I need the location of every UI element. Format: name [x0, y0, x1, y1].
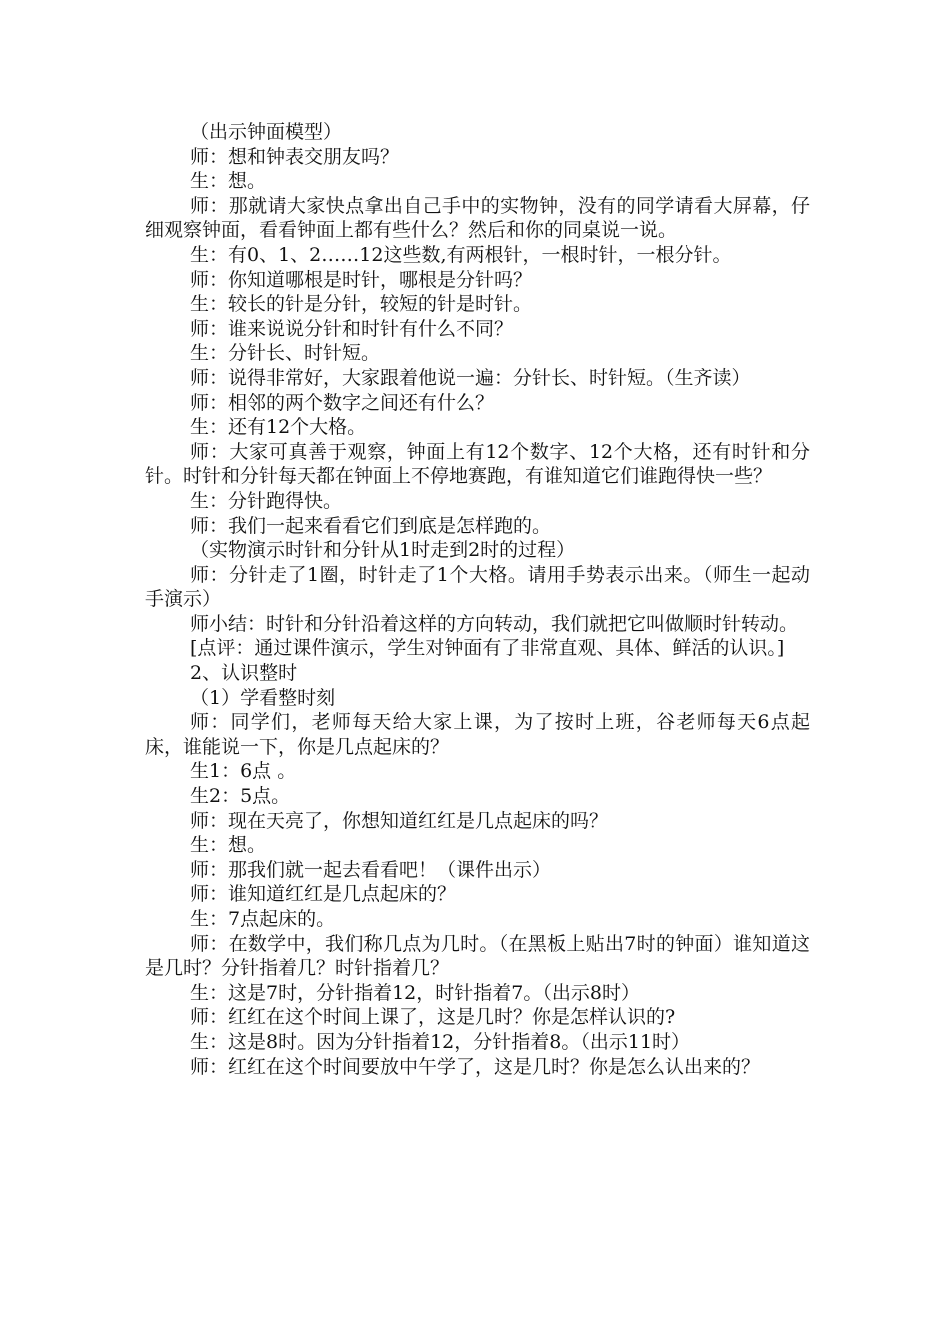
paragraph: 生：分针长、时针短。 [190, 342, 381, 365]
paragraph: 师：你知道哪根是时针，哪根是分针吗？ [190, 268, 533, 291]
comment-paragraph: [点评：通过课件演示，学生对钟面有了非常直观、具体、鲜活的认识。] [190, 637, 785, 660]
paragraph: 师：说得非常好，大家跟着他说一遍：分针长、时针短。（生齐读） [190, 366, 751, 389]
paragraph: 生：7点起床的。 [190, 908, 336, 930]
paragraph: 生：还有12个大格。 [190, 416, 367, 439]
paragraph: 师小结：时针和分针沿着这样的方向转动，我们就把它叫做顺时针转动。 [190, 612, 799, 635]
paragraph: 生：想。 [190, 834, 267, 857]
subsection-heading: （1）学看整时刻 [190, 686, 336, 709]
paragraph: 生：分针跑得快。 [190, 489, 343, 512]
paragraph: 师：想和钟表交朋友吗？ [190, 145, 400, 168]
paragraph: 师：相邻的两个数字之间还有什么？ [190, 391, 495, 414]
paragraph: 师：那就请大家快点拿出自己手中的实物钟，没有的同学请看大屏幕，仔细观察钟面，看看钟面上都有些什么？然后和你的同桌说一说。 [145, 194, 810, 242]
section-heading: 2、认识整时 [190, 662, 298, 685]
paragraph: 师：同学们，老师每天给大家上课，为了按时上班，谷老师每天6点起床，谁能说一下，你是几点起床的？ [145, 711, 810, 758]
document-body [145, 120, 810, 1079]
paragraph: 师：红红在这个时间要放中午学了，这是几时？你是怎么认出来的？ [190, 1055, 761, 1078]
paragraph: 师：我们一起来看看它们到底是怎样跑的。 [190, 514, 552, 537]
paragraph: 师：谁来说说分针和时针有什么不同？ [190, 317, 514, 340]
paragraph: 生1：6点 。 [190, 760, 297, 783]
paragraph: 师：红红在这个时间上课了，这是几时？你是怎样认识的? [190, 1006, 676, 1029]
paragraph: 生：这是8时。因为分针指着12，分针指着8。（出示11时） [190, 1030, 691, 1053]
paragraph: 师：那我们就一起去看看吧！（课件出示） [190, 858, 552, 881]
paragraph: （出示钟面模型） [190, 121, 343, 143]
paragraph: 师：分针走了1圈，时针走了1个大格。请用手势表示出来。（师生一起动手演示） [145, 563, 810, 611]
paragraph: 师：现在天亮了，你想知道红红是几点起床的吗？ [190, 809, 609, 832]
paragraph: （实物演示时针和分针从1时走到2时的过程） [190, 539, 576, 562]
paragraph: 生：较长的针是分针，较短的针是时针。 [190, 293, 533, 316]
paragraph: 师：在数学中，我们称几点为几时。（在黑板上贴出7时的钟面）谁知道这是几时？分针指着几？时针指着几？ [145, 932, 810, 980]
paragraph: 师：大家可真善于观察，钟面上有12个数字、12个大格，还有时针和分针。时针和分针每天都在钟面上不停地赛跑，有谁知道它们谁跑得快一些？ [145, 440, 810, 488]
paragraph: 生2：5点。 [190, 785, 291, 808]
paragraph: 生：这是7时，分针指着12，时针指着7。（出示8时） [190, 981, 640, 1004]
paragraph: 师：谁知道红红是几点起床的？ [190, 883, 457, 906]
paragraph: 生：有0、1、2……12这些数,有两根针，一根时针，一根分针。 [190, 243, 732, 266]
paragraph: 生：想。 [190, 170, 267, 193]
